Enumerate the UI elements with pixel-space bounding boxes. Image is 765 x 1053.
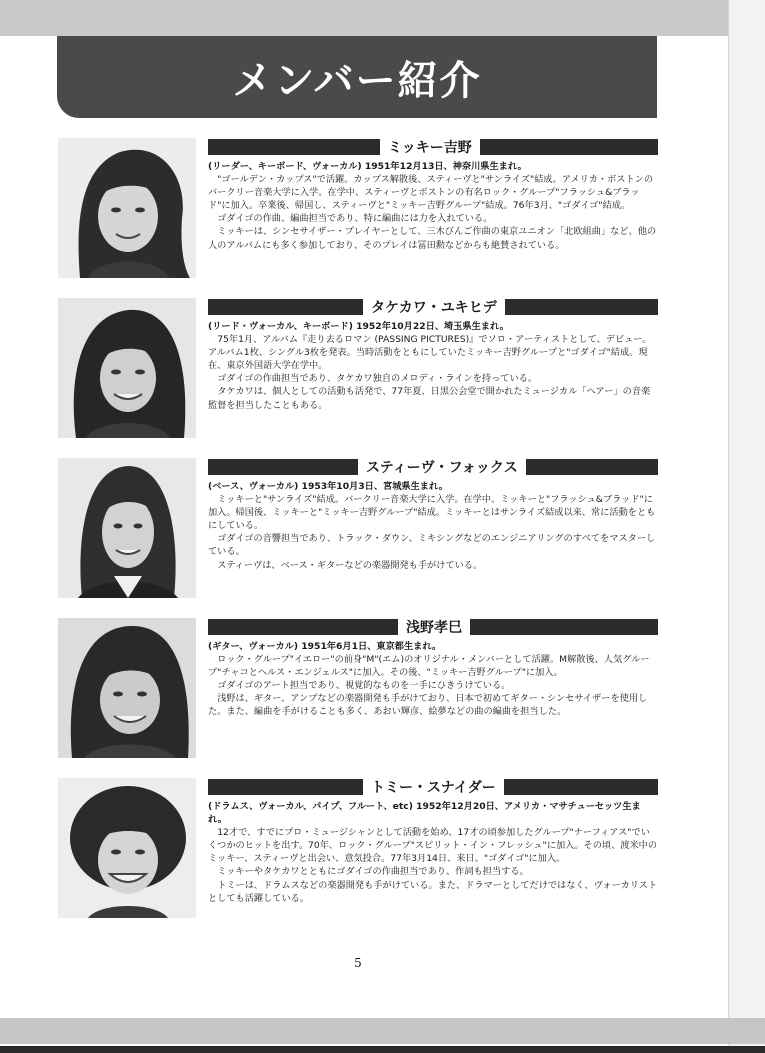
title-banner: [57, 36, 657, 118]
name-bar-right: [504, 779, 658, 795]
member-name: スティーヴ・フォックス: [366, 460, 518, 476]
name-bar-right: [505, 299, 658, 315]
bio-paragraph: ミッキーやタケカワとともにゴダイゴの作曲担当であり、作詞も担当する。: [217, 866, 529, 878]
bio-paragraph: ゴダイゴの音響担当であり、トラック・ダウン、ミキシングなどのエンジニアリングのすべてをマスターしている。: [208, 533, 656, 558]
name-bar-left: [208, 779, 363, 795]
bio-paragraph: タケカワは、個人としての活動も活発で、77年夏、日黒公会堂で開かれたミュージカル「ヘアー」の音楽監督を担当したこともある。: [208, 386, 651, 411]
bio-paragraph: ロック・グループ"イエロー"の前身"M"(エム)のオリジナル・メンバーとして活躍。M解散後、人気グループ"チャコとヘルス・エンジェルス"に加入。その後、"ミッキー吉野グループ"に加入。: [208, 654, 650, 679]
member-role: (リード・ヴォーカル、キーボード) 1952年10月22日、埼玉県生まれ。: [208, 321, 509, 332]
member-bio: [208, 160, 658, 252]
member-bio: [208, 320, 658, 412]
member-role: (リーダー、キーボード、ヴォーカル) 1951年12月13日、神奈川県生まれ。: [208, 161, 527, 172]
bottom-gray-band: [0, 1018, 765, 1044]
member-photo: [58, 778, 196, 918]
page-edge: [728, 0, 765, 1053]
member-name-row: [208, 138, 658, 156]
name-bar-left: [208, 619, 398, 635]
bio-paragraph: スティーヴは、ベース・ギターなどの楽器開発も手がけている。: [217, 559, 483, 571]
member-role: (ドラムス、ヴォーカル、パイプ、フルート、etc) 1952年12月20日、アメリカ・マサチューセッツ生まれ。: [208, 801, 641, 826]
member-role: (ベース、ヴォーカル) 1953年10月3日、宮城県生まれ。: [208, 481, 448, 492]
member-name: トミー・スナイダー: [371, 780, 496, 796]
member-name: タケカワ・ユキヒデ: [371, 300, 497, 316]
member-name: 浅野孝巳: [406, 620, 462, 636]
name-bar-right: [526, 459, 658, 475]
name-bar-right: [480, 139, 658, 155]
member-photo: [58, 458, 196, 598]
bio-paragraph: 浅野は、ギター、アンプなどの楽器開発も手がけており、日本で初めてギター・シンセサイザーを使用した。また、編曲を手がけることも多く、あおい輝彦、絵夢などの曲の編曲を担当した。: [208, 693, 648, 718]
bio-paragraph: ゴダイゴの作曲担当であり、タケカワ独自のメロディ・ラインを持っている。: [217, 373, 538, 385]
member-bio: [208, 800, 658, 905]
member-name-row: [208, 458, 658, 476]
member-name-row: [208, 298, 658, 316]
top-gray-band: [0, 0, 765, 36]
member-name-row: [208, 618, 658, 636]
member-photo: [58, 138, 196, 278]
page-number: 5: [354, 956, 362, 970]
bio-paragraph: ミッキーと"サンライズ"結成。バークリー音楽大学に入学。在学中、ミッキーと"フラッシュ&ブラッド"に加入。帰国後、ミッキーと"ミッキー吉野グループ"結成。ミッキーとはサンライズ結成以来、常に活動をともにしている。: [208, 494, 656, 532]
bio-paragraph: トミーは、ドラムスなどの楽器開発も手がけている。また、ドラマーとしてだけではなく、ヴォーカリストとしても活躍している。: [208, 879, 658, 904]
bio-paragraph: 12才で、すでにプロ・ミュージシャンとして活動を始め、17才の頃参加したグループ"ナーフィアス"でいくつかのヒットを出す。70年、ロック・グループ"スピリット・イン・フレッシュ"に加入。その頃、渡米中のミッキー、スティーヴと出会い、意気投合。77年3月14日、来日。"ゴダイゴ"に加入。: [208, 827, 658, 865]
bio-paragraph: 75年1月、アルバム『走り去るロマン (PASSING PICTURES)』でソロ・アーティストとして、デビュー。アルバム1枚、シングル3枚を発表。当時活動をともにしていたミッキー吉野グループと"ゴダイゴ"結成。現在、東京外国語大学在学中。: [208, 334, 652, 372]
member-bio: [208, 640, 658, 719]
member-photo: [58, 298, 196, 438]
member-photo: [58, 618, 196, 758]
member-name: ミッキー吉野: [388, 140, 472, 156]
name-bar-right: [470, 619, 658, 635]
member-role: (ギター、ヴォーカル) 1951年6月1日、東京都生まれ。: [208, 641, 442, 652]
name-bar-left: [208, 299, 363, 315]
member-bio: [208, 480, 658, 572]
name-bar-left: [208, 139, 380, 155]
member-name-row: [208, 778, 658, 796]
bio-paragraph: ゴダイゴのアート担当であり、視覚的なものを一手にひきうけている。: [217, 680, 511, 692]
page-title: メンバー紹介: [232, 57, 482, 104]
bio-paragraph: "ゴールデン・カップス"で活躍。カップス解散後、スティーヴと"サンライズ"結成。アメリカ・ボストンのバークリー音楽大学に入学。在学中、スティーヴとボストンの有名ロック・グループ"フラッシュ&ブラッド"に加入。卒業後、帰国し、スティーヴと"ミッキー吉野グループ"結成。76年3月、"ゴダイゴ"結成。: [208, 174, 654, 212]
bio-paragraph: ミッキーは、シンセサイザー・プレイヤーとして、三木びんご作曲の東京ユニオン「北欧組曲」など、他の人のアルバムにも多く参加しており、そのプレイは冨田勲などからも絶賛されている。: [208, 226, 657, 251]
name-bar-left: [208, 459, 358, 475]
bio-paragraph: ゴダイゴの作曲、編曲担当であり、特に編曲には力を入れている。: [217, 213, 493, 225]
bottom-dark-line: [0, 1046, 765, 1053]
